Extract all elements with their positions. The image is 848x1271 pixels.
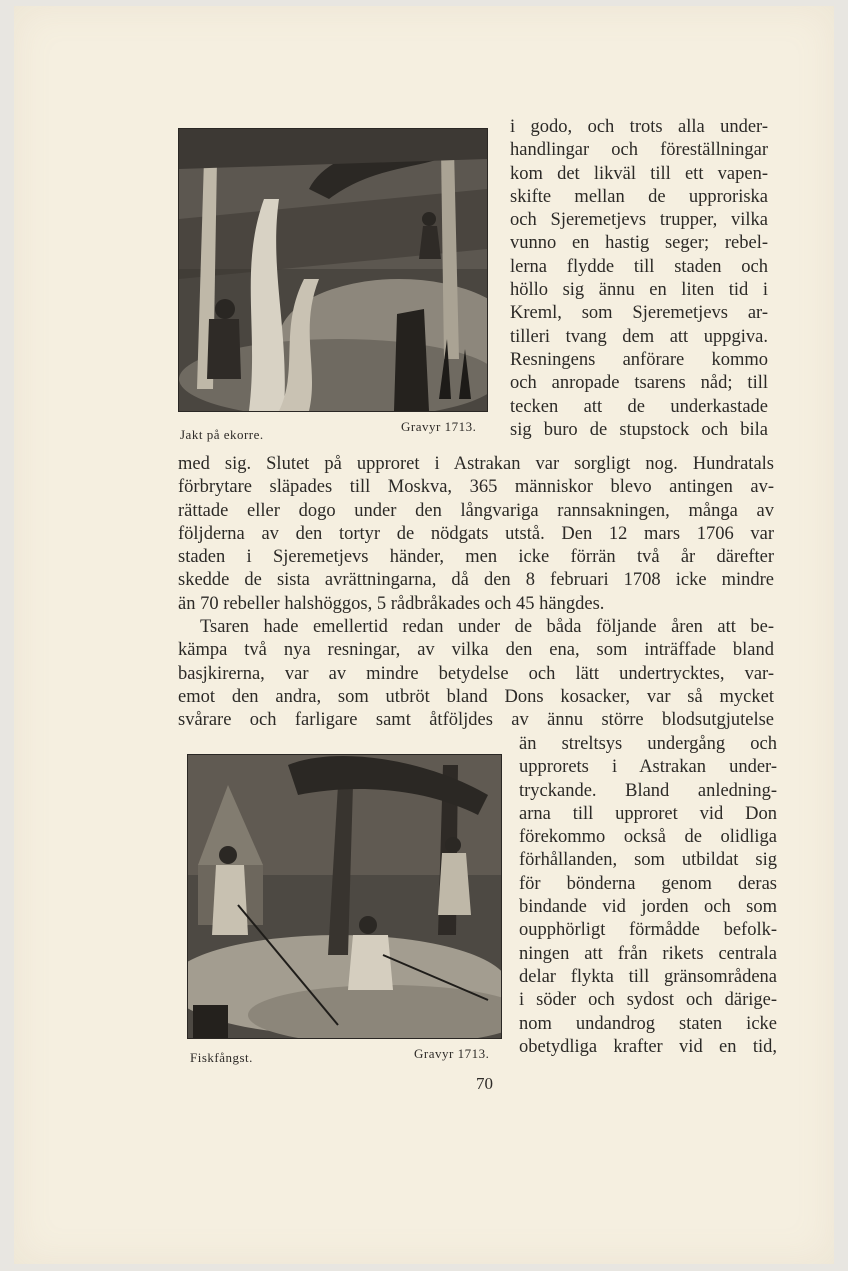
- text-line: upprorets i Astrakan under-: [519, 757, 777, 778]
- text-line: delar flykta till gränsområdena: [519, 966, 777, 987]
- text-line: svårare och farligare samt åtföljdes av ännu större blodsutgjutelse: [178, 710, 774, 731]
- text-line: lerna flydde till staden och: [510, 256, 768, 277]
- text-line: handlingar och föreställningar: [510, 140, 768, 161]
- text-line: tecken att de underkastade: [510, 396, 768, 417]
- text-line: höllo sig ännu en liten tid i: [510, 280, 768, 301]
- text-column-top-right: [510, 116, 768, 442]
- engraving-squirrel-hunt: [178, 128, 488, 412]
- text-line: skifte mellan de upproriska: [510, 186, 768, 207]
- text-column-bottom-right: [519, 733, 777, 1059]
- text-full-width: [178, 453, 774, 733]
- text-line: Kreml, som Sjeremetjevs ar-: [510, 303, 768, 324]
- text-line: Tsaren hade emellertid redan under de båda följande åren att be-: [200, 617, 774, 638]
- text-line: än 70 rebeller halshöggos, 5 rådbråkades och 45 hängdes.: [178, 593, 605, 614]
- figure-credit: Gravyr 1713.: [414, 1046, 490, 1061]
- text-line: och anropade tsarens nåd; till: [510, 373, 768, 394]
- figure-caption: Jakt på ekorre.: [180, 427, 264, 442]
- fishing-scene-image: [188, 755, 501, 1038]
- text-line: kom det likväl till ett vapen-: [510, 163, 768, 184]
- text-line: emot den andra, som utbröt bland Dons kosacker, var så mycket: [178, 686, 774, 707]
- text-line: och Sjeremetjevs trupper, vilka: [510, 210, 768, 231]
- text-line: Resningens anförare kommo: [510, 349, 768, 370]
- text-line: oupphörligt förmådde befolk-: [519, 920, 777, 941]
- text-line: än streltsys undergång och: [519, 734, 777, 754]
- text-line: bindande vid jorden och som: [519, 897, 777, 918]
- text-line: staden i Sjeremetjevs händer, men icke förrän två år därefter: [178, 547, 774, 568]
- engraving-fishing: [187, 754, 502, 1039]
- text-line: tryckande. Bland anledning-: [519, 780, 777, 801]
- text-line: nom undandrog staten icke: [519, 1013, 777, 1034]
- figure-credit: Gravyr 1713.: [401, 419, 477, 434]
- text-line: följderna av den tortyr de nödgats utstå. Den 12 mars 1706 var: [178, 523, 774, 544]
- text-line: obetydliga krafter vid en tid,: [519, 1036, 777, 1057]
- figure-caption: Fiskfångst.: [190, 1050, 253, 1065]
- text-line: med sig. Slutet på upproret i Astrakan var sorgligt nog. Hundratals: [178, 454, 774, 474]
- text-line: rättade eller dogo under den långvariga rannsakningen, många av: [178, 500, 774, 521]
- text-line: i godo, och trots alla under-: [510, 117, 768, 137]
- text-line: förhållanden, som utbildat sig: [519, 850, 777, 871]
- text-line: förbrytare släpades till Moskva, 365 människor blevo antingen av-: [178, 477, 774, 498]
- text-line: ningen att från rikets centrala: [519, 943, 777, 964]
- text-line: arna till upproret vid Don: [519, 803, 777, 824]
- text-line: tilleri tvang dem att uppgiva.: [510, 326, 768, 347]
- book-page: [14, 6, 834, 1264]
- text-line: kämpa två nya resningar, av vilka den ena, som inträffade bland: [178, 640, 774, 661]
- text-line: förekommo också de olidliga: [519, 827, 777, 848]
- text-line: skedde de sista avrättningarna, då den 8 februari 1708 icke mindre: [178, 570, 774, 591]
- text-line: vunno en hastig seger; rebel-: [510, 233, 768, 254]
- page-number: 70: [476, 1074, 493, 1093]
- text-line: för bönderna genom deras: [519, 873, 777, 894]
- text-line: sig buro de stupstock och bila: [510, 419, 768, 440]
- text-line: i söder och sydost och därige-: [519, 990, 777, 1011]
- forest-scene-image: [179, 129, 487, 411]
- text-line: basjkirerna, var av mindre betydelse och lätt undertrycktes, var-: [178, 663, 774, 684]
